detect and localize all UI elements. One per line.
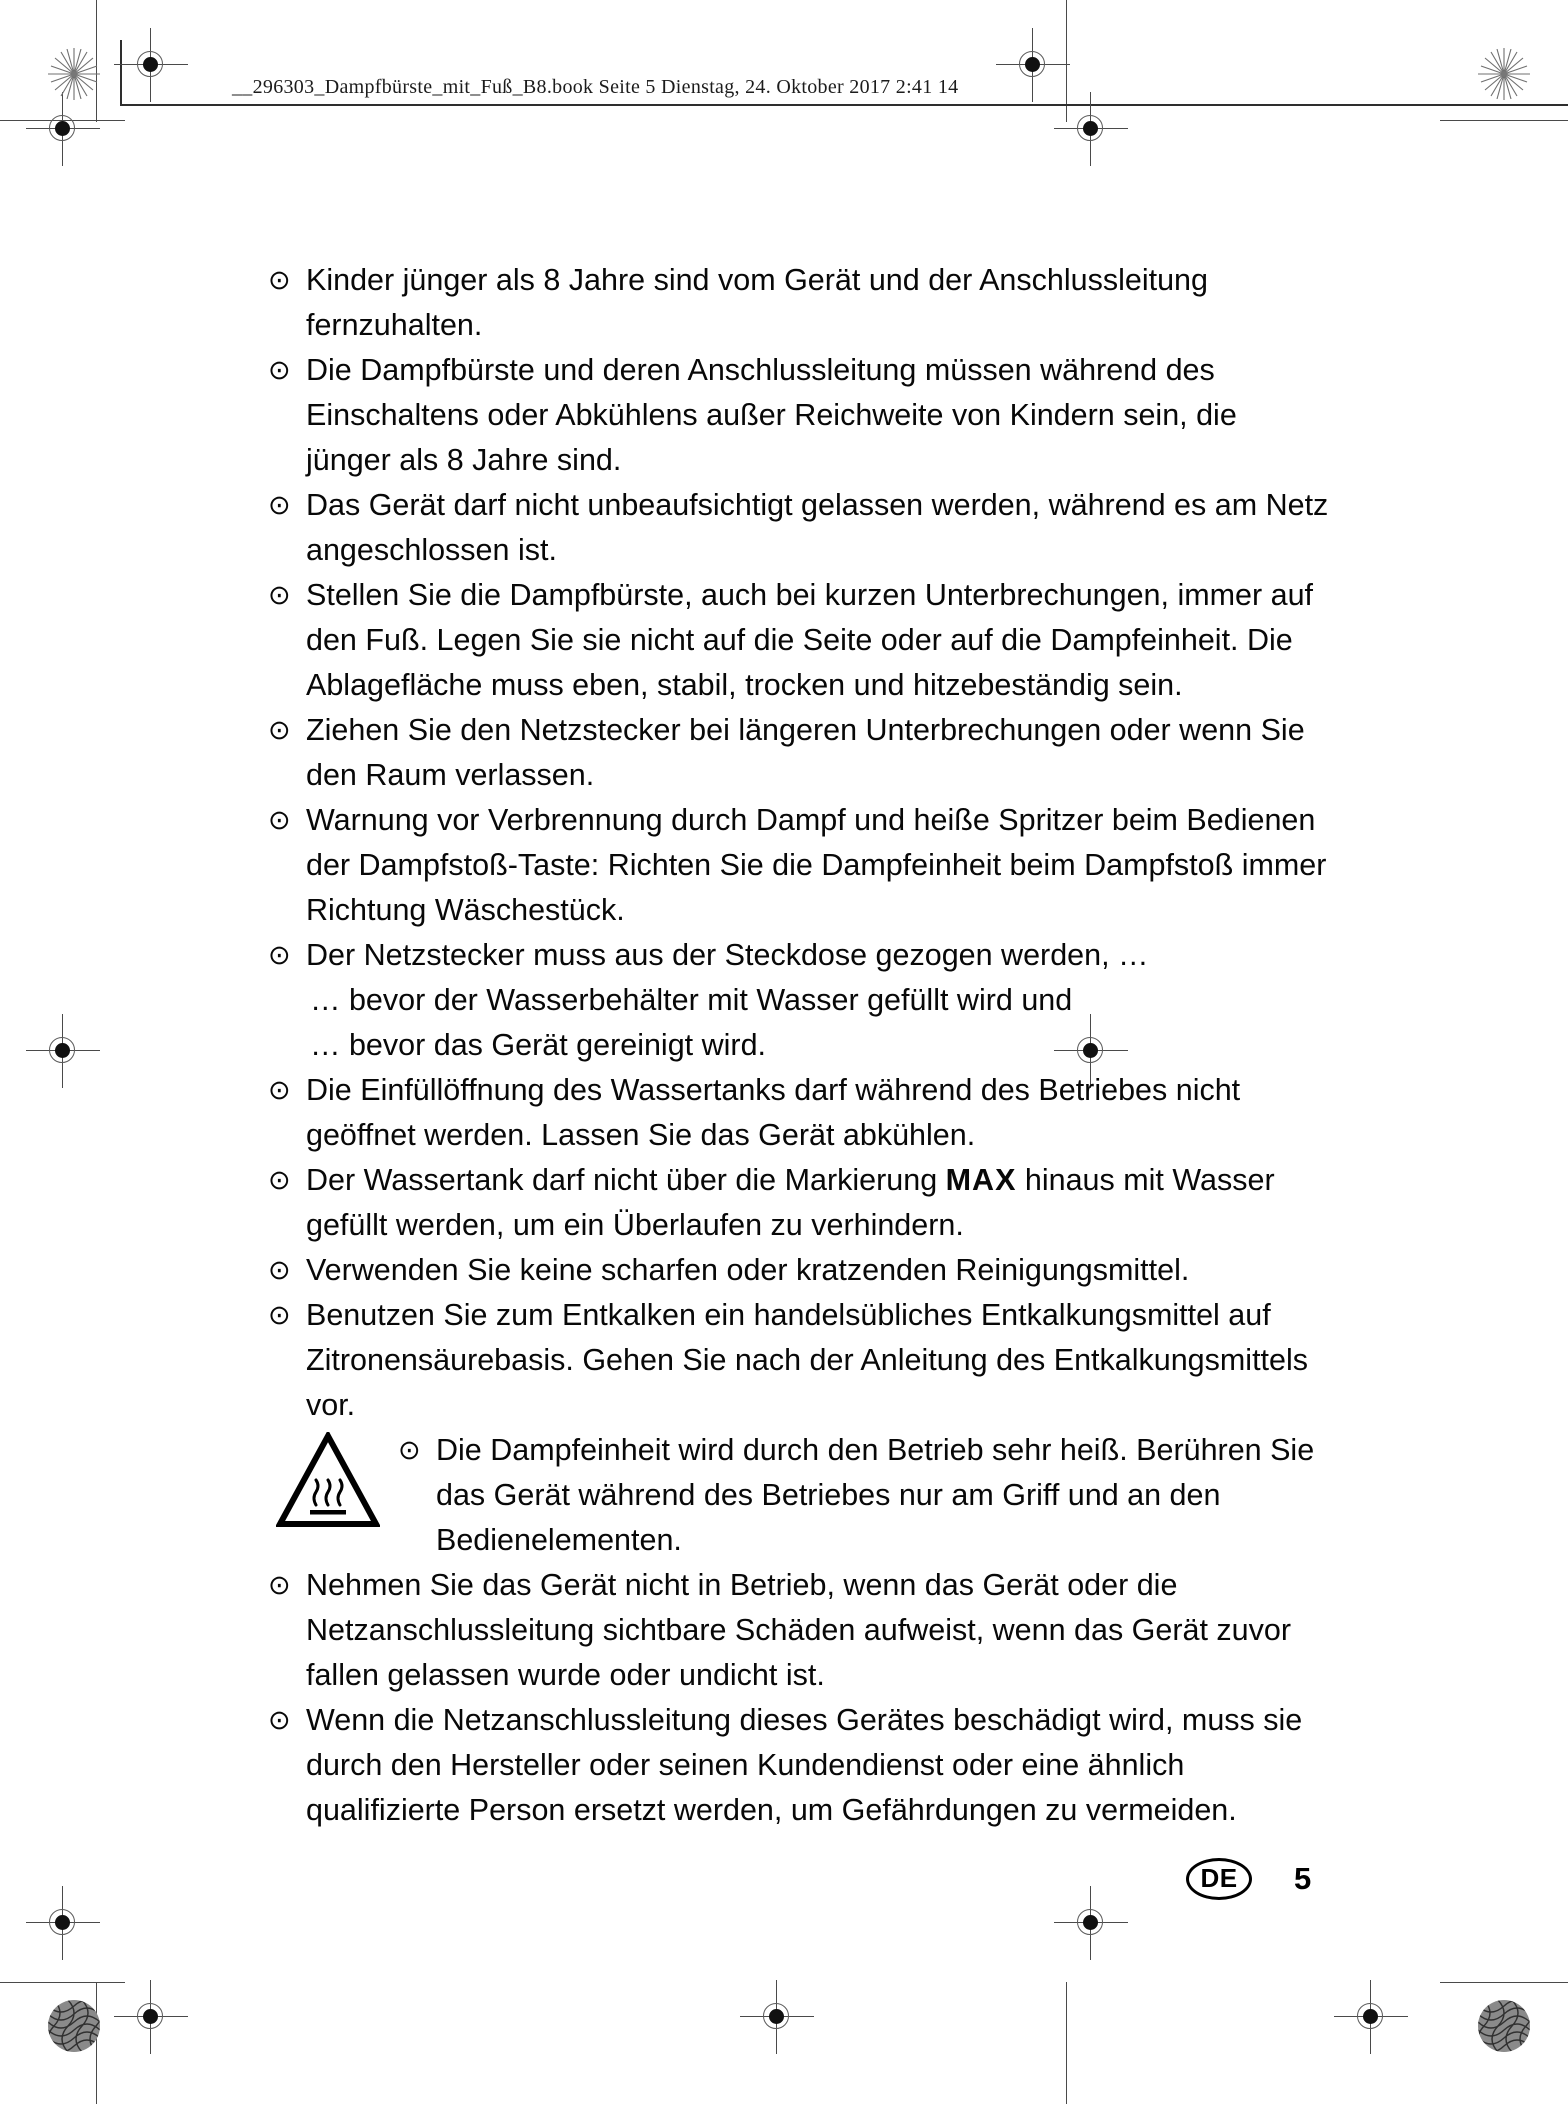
list-item: [268, 798, 1330, 933]
registration-mark-lower-right-edge: [1068, 1900, 1114, 1946]
bullet-icon: ⊙: [268, 1165, 291, 1195]
header-rule-left-stop: [120, 40, 122, 106]
moire-target-bottom-right: [1478, 2000, 1530, 2052]
registration-mark-upper-left-edge: [40, 106, 86, 152]
bullet-icon: ⊙: [268, 940, 291, 970]
list-item: [268, 1068, 1330, 1158]
star-target-icon: [1478, 48, 1530, 100]
list-item: [268, 1698, 1330, 1833]
bullet-icon: ⊙: [398, 1435, 421, 1465]
list-item: [268, 483, 1330, 573]
page-number: 5: [1294, 1861, 1312, 1896]
registration-mark-bottom-left: [128, 1994, 174, 2040]
registration-mark-top-right: [1010, 42, 1056, 88]
list-item-unplug-before: [268, 933, 1330, 1068]
list-item: [268, 348, 1330, 483]
file-header-line: __296303_Dampfbürste_mit_Fuß_B8.book Seite 5 Dienstag, 24. Oktober 2017 2:41 14: [232, 76, 959, 98]
bullet-icon: ⊙: [268, 490, 291, 520]
sub-item-text: … bevor das Gerät gereinigt wird.: [310, 1028, 767, 1062]
bullet-icon: ⊙: [268, 265, 291, 295]
bullet-icon: ⊙: [268, 1570, 291, 1600]
list-item-text: Stellen Sie die Dampfbürste, auch bei kurzen Unterbrechungen, immer auf den Fuß. Legen Sie sie nicht auf die Seite oder auf die Dampfeinheit. Die Ablagefläche muss eben, stabil, trocken und hitzebeständig sein.: [306, 578, 1314, 702]
star-target-top-right: [1478, 48, 1530, 100]
list-item: [268, 573, 1330, 708]
list-item: [268, 1563, 1330, 1698]
list-item-text: Das Gerät darf nicht unbeaufsichtigt gelassen werden, während es am Netz angeschlossen ist.: [306, 488, 1329, 567]
header-rule: [120, 104, 1568, 106]
list-item-text: Kinder jünger als 8 Jahre sind vom Gerät und der Anschlussleitung fernzuhalten.: [306, 263, 1208, 342]
page-footer: [1186, 1858, 1311, 1900]
hot-surface-warning-block: [268, 1428, 1330, 1563]
list-item-text: Wenn die Netzanschlussleitung dieses Gerätes beschädigt wird, muss sie durch den Hersteller oder seinen Kundendienst oder eine ähnlich qualifizierte Person ersetzt werden, um Gefährdungen zu vermeiden.: [306, 1703, 1303, 1827]
hot-surface-warning-triangle-icon: [276, 1432, 380, 1528]
bullet-icon: ⊙: [268, 1300, 291, 1330]
sub-item-text: … bevor der Wasserbehälter mit Wasser gefüllt wird und: [310, 983, 1073, 1017]
moire-target-bottom-left: [48, 2000, 100, 2052]
registration-dot: [55, 121, 70, 136]
list-item-text: Benutzen Sie zum Entkalken ein handelsübliches Entkalkungsmittel auf Zitronensäurebasis. Gehen Sie nach der Anleitung des Entkalkungsmittels vor.: [306, 1298, 1309, 1422]
registration-dot: [1363, 2009, 1378, 2024]
crop-rule-left-vertical-2: [96, 1982, 97, 2104]
registration-dot: [143, 2009, 158, 2024]
bullet-icon: ⊙: [268, 715, 291, 745]
crop-rule-right-vertical-2: [1066, 1982, 1067, 2104]
registration-mark-top-left: [128, 42, 174, 88]
list-item-text: Die Dampfbürste und deren Anschlussleitung müssen während des Einschaltens oder Abkühlens außer Reichweite von Kindern sein, die jünger als 8 Jahre sind.: [306, 353, 1237, 477]
list-item: [398, 1428, 1330, 1563]
list-item-text: Verwenden Sie keine scharfen oder kratzenden Reinigungsmittel.: [306, 1253, 1190, 1287]
list-item: [268, 708, 1330, 798]
max-text-before: Der Wassertank darf nicht über die Markierung: [306, 1163, 946, 1197]
registration-mark-lower-left-edge: [40, 1900, 86, 1946]
bullet-icon: ⊙: [268, 580, 291, 610]
language-badge-label: DE: [1200, 1862, 1238, 1893]
list-item-text: Ziehen Sie den Netzstecker bei längeren Unterbrechungen oder wenn Sie den Raum verlassen.: [306, 713, 1305, 792]
registration-mark-upper-right-edge: [1068, 106, 1114, 152]
bullet-icon: ⊙: [268, 355, 291, 385]
list-item-max-fill: [268, 1158, 1330, 1248]
list-item-text: Der Netzstecker muss aus der Steckdose gezogen werden, …: [306, 938, 1149, 972]
moire-target-icon: [48, 2000, 100, 2052]
registration-dot: [1083, 1915, 1098, 1930]
safety-instructions-list: [268, 258, 1330, 1833]
star-target-top-left: [48, 48, 100, 100]
list-item-text: Die Einfüllöffnung des Wassertanks darf während des Betriebes nicht geöffnet werden. Lassen Sie das Gerät abkühlen.: [306, 1073, 1241, 1152]
registration-dot: [1083, 121, 1098, 136]
registration-dot: [55, 1915, 70, 1930]
max-marking-label: MAX: [945, 1163, 1017, 1197]
registration-dot: [769, 2009, 784, 2024]
list-item: [268, 258, 1330, 348]
list-item: [268, 1248, 1330, 1293]
list-item-text: Die Dampfeinheit wird durch den Betrieb sehr heiß. Berühren Sie das Gerät während des Betriebes nur am Griff und an den Bedienelementen.: [436, 1433, 1315, 1557]
max-text-after: hinaus mit Wasser gefüllt werden, um ein Überlaufen zu verhindern.: [306, 1163, 1275, 1242]
registration-dot: [55, 1043, 70, 1058]
bullet-icon: ⊙: [268, 1075, 291, 1105]
crop-rule-bottom-horizontal: [0, 1982, 125, 1983]
crop-rule-top-horizontal-2: [1440, 120, 1568, 121]
registration-mark-bottom-right: [1348, 1994, 1394, 2040]
language-badge: [1186, 1858, 1252, 1900]
registration-mark-middle-left: [40, 1028, 86, 1074]
registration-dot: [143, 57, 158, 72]
registration-dot: [1025, 57, 1040, 72]
crop-rule-bottom-horizontal-2: [1440, 1982, 1568, 1983]
bullet-icon: ⊙: [268, 1705, 291, 1735]
list-item-text: Warnung vor Verbrennung durch Dampf und heiße Spritzer beim Bedienen der Dampfstoß-Taste: Richten Sie die Dampfeinheit beim Dampfstoß immer Richtung Wäschestück.: [306, 803, 1327, 927]
list-item: [268, 1293, 1330, 1428]
moire-target-icon: [1478, 2000, 1530, 2052]
warning-triangle-svg: [276, 1432, 380, 1528]
bullet-icon: ⊙: [268, 1255, 291, 1285]
list-item-text: Nehmen Sie das Gerät nicht in Betrieb, wenn das Gerät oder die Netzanschlussleitung sichtbare Schäden aufweist, wenn das Gerät zuvor fallen gelassen wurde oder undicht ist.: [306, 1568, 1292, 1692]
bullet-icon: ⊙: [268, 805, 291, 835]
star-target-icon: [48, 48, 100, 100]
list-item-text: [306, 1158, 1330, 1248]
registration-mark-bottom-center: [754, 1994, 800, 2040]
